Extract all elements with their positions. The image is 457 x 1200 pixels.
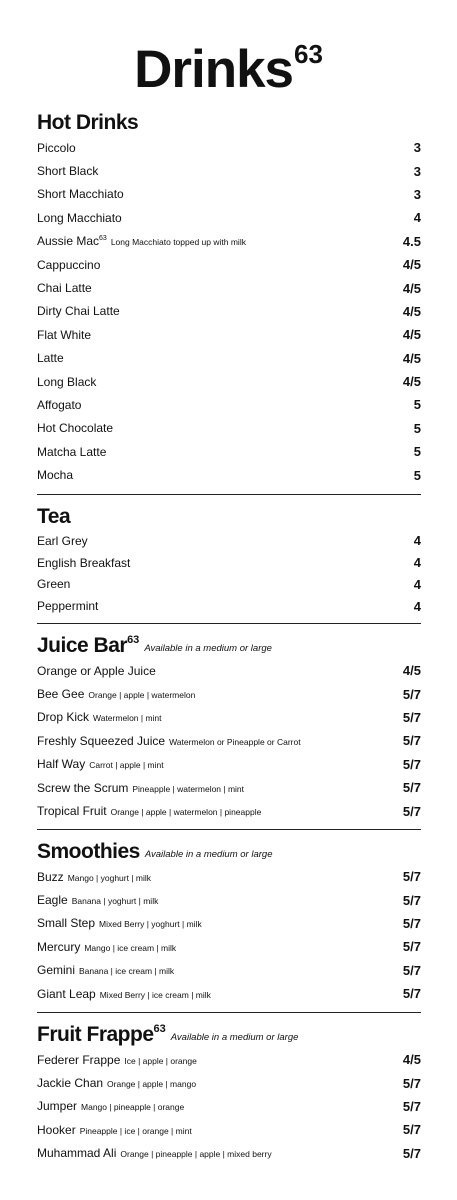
item-price: 5/7 bbox=[402, 869, 421, 885]
item-left bbox=[37, 258, 100, 272]
item-left bbox=[37, 1053, 197, 1067]
menu-item bbox=[37, 935, 421, 958]
item-price: 4 bbox=[413, 555, 421, 571]
item-left bbox=[37, 916, 202, 930]
section-title bbox=[37, 1016, 166, 1048]
item-left bbox=[37, 1123, 192, 1137]
menu-item bbox=[37, 1142, 421, 1165]
section-divider bbox=[37, 623, 421, 624]
menu-item bbox=[37, 136, 421, 159]
item-price: 5 bbox=[413, 467, 421, 483]
item-price: 5/7 bbox=[402, 892, 421, 908]
menu-item bbox=[37, 393, 421, 416]
menu-item bbox=[37, 799, 421, 822]
item-name: Peppermint bbox=[37, 599, 99, 614]
section-title-text: Juice Bar bbox=[37, 634, 128, 657]
item-name: Screw the Scrum bbox=[37, 780, 129, 795]
menu-item bbox=[37, 530, 421, 552]
item-name: Short Black bbox=[37, 164, 99, 179]
item-left bbox=[37, 781, 244, 795]
item-name: Freshly Squeezed Juice bbox=[37, 733, 166, 748]
menu-item bbox=[37, 463, 421, 486]
section-header bbox=[37, 1016, 421, 1048]
item-name: Short Macchiato bbox=[37, 187, 124, 202]
menu-title bbox=[0, 22, 457, 102]
item-name: Muhammad Ali bbox=[37, 1146, 117, 1161]
item-left bbox=[37, 940, 176, 954]
item-list bbox=[37, 659, 421, 823]
item-price: 5/7 bbox=[402, 1075, 421, 1091]
menu-item bbox=[37, 1048, 421, 1071]
item-price: 5/7 bbox=[402, 986, 421, 1002]
item-price: 5/7 bbox=[402, 686, 421, 702]
item-price: 5/7 bbox=[402, 733, 421, 749]
item-name: Piccolo bbox=[37, 140, 76, 155]
item-price: 4/5 bbox=[402, 1052, 421, 1068]
section-fruit-frappe bbox=[37, 1016, 421, 1165]
section-note: Available in a medium or large bbox=[144, 849, 273, 860]
item-name: Giant Leap bbox=[37, 986, 96, 1001]
section-tea bbox=[37, 498, 421, 617]
item-price: 5/7 bbox=[402, 915, 421, 931]
menu-item bbox=[37, 1071, 421, 1094]
item-name-sup: 63 bbox=[99, 235, 107, 243]
item-price: 4/5 bbox=[402, 350, 421, 366]
item-left bbox=[37, 281, 92, 295]
section-title-text: Smoothies bbox=[37, 840, 140, 863]
menu-item bbox=[37, 159, 421, 182]
section-note: Available in a medium or large bbox=[144, 643, 272, 654]
item-price: 4 bbox=[413, 576, 421, 592]
section-juice-bar bbox=[37, 627, 421, 823]
menu-item bbox=[37, 982, 421, 1005]
menu-item bbox=[37, 959, 421, 982]
menu-item bbox=[37, 865, 421, 888]
section-title bbox=[37, 504, 70, 530]
menu-title-text: Drinks bbox=[134, 40, 294, 99]
item-desc: Orange | apple | watermelon bbox=[88, 690, 196, 701]
item-price: 4 bbox=[413, 210, 421, 226]
menu-item bbox=[37, 276, 421, 299]
menu-item bbox=[37, 323, 421, 346]
item-price: 4/5 bbox=[402, 374, 421, 390]
menu-title-sup: 63 bbox=[294, 39, 323, 69]
item-desc: Orange | apple | mango bbox=[107, 1079, 197, 1090]
section-title bbox=[37, 627, 139, 659]
item-left bbox=[37, 734, 301, 748]
item-left bbox=[37, 664, 156, 678]
item-price: 3 bbox=[413, 163, 421, 179]
item-price: 5/7 bbox=[402, 1098, 421, 1114]
item-name: Cappuccino bbox=[37, 257, 101, 272]
item-left bbox=[37, 599, 98, 613]
item-left bbox=[37, 328, 91, 342]
item-name: Green bbox=[37, 577, 71, 592]
menu-item bbox=[37, 1118, 421, 1141]
menu-item bbox=[37, 230, 421, 253]
menu-item bbox=[37, 552, 421, 574]
section-title-sup: 63 bbox=[127, 634, 140, 646]
section-title-text: Hot Drinks bbox=[37, 111, 139, 134]
item-desc: Banana | ice cream | milk bbox=[79, 966, 175, 977]
item-left bbox=[37, 963, 174, 977]
item-desc: Mango | pineapple | orange bbox=[81, 1102, 185, 1113]
menu-item bbox=[37, 706, 421, 729]
item-desc: Ice | apple | orange bbox=[124, 1055, 197, 1066]
item-price: 5 bbox=[413, 397, 421, 413]
item-price: 5/7 bbox=[402, 756, 421, 772]
item-left bbox=[37, 375, 96, 389]
item-left bbox=[37, 351, 64, 365]
item-left bbox=[37, 556, 130, 570]
section-title bbox=[37, 839, 140, 865]
item-name: Federer Frappe bbox=[37, 1052, 121, 1067]
item-left bbox=[37, 577, 70, 591]
item-price: 4.5 bbox=[402, 233, 421, 249]
item-left bbox=[37, 1076, 196, 1090]
item-price: 4/5 bbox=[402, 257, 421, 273]
item-name: Orange or Apple Juice bbox=[37, 663, 156, 678]
section-header bbox=[37, 627, 421, 659]
section-title-sup: 63 bbox=[153, 1023, 166, 1035]
item-name-text: Aussie Mac bbox=[37, 234, 100, 249]
menu-item bbox=[37, 912, 421, 935]
item-price: 5/7 bbox=[402, 1145, 421, 1161]
item-left bbox=[37, 893, 158, 907]
item-name: Half Way bbox=[37, 757, 86, 772]
item-name: Chai Latte bbox=[37, 281, 92, 296]
item-name: Buzz bbox=[37, 869, 64, 884]
item-left bbox=[37, 987, 211, 1001]
menu-item bbox=[37, 659, 421, 682]
section-divider bbox=[37, 829, 421, 830]
section-title-text: Fruit Frappe bbox=[37, 1023, 154, 1046]
item-desc: Mixed Berry | yoghurt | milk bbox=[99, 919, 202, 930]
item-left bbox=[37, 187, 124, 201]
menu-item bbox=[37, 206, 421, 229]
menu-item bbox=[37, 1095, 421, 1118]
item-desc: Mango | yoghurt | milk bbox=[67, 872, 151, 883]
item-price: 4 bbox=[413, 598, 421, 614]
item-name: Mocha bbox=[37, 468, 74, 483]
menu-item bbox=[37, 253, 421, 276]
menu-item bbox=[37, 729, 421, 752]
item-left bbox=[37, 1146, 272, 1160]
item-name: Earl Grey bbox=[37, 533, 88, 548]
item-price: 4/5 bbox=[402, 663, 421, 679]
section-header bbox=[37, 498, 421, 530]
menu-item bbox=[37, 300, 421, 323]
section-title bbox=[37, 110, 138, 136]
item-price: 5/7 bbox=[402, 709, 421, 725]
item-list bbox=[37, 865, 421, 1005]
menu-item bbox=[37, 347, 421, 370]
item-left bbox=[37, 757, 164, 771]
item-name: Tropical Fruit bbox=[37, 804, 107, 819]
item-price: 4 bbox=[413, 533, 421, 549]
item-desc: Pineapple | watermelon | mint bbox=[132, 783, 245, 794]
item-desc: Pineapple | ice | orange | mint bbox=[79, 1125, 192, 1136]
item-price: 3 bbox=[413, 186, 421, 202]
item-name bbox=[37, 234, 107, 248]
item-desc: Orange | apple | watermelon | pineapple bbox=[110, 807, 262, 818]
item-price: 5 bbox=[413, 444, 421, 460]
item-name: Matcha Latte bbox=[37, 444, 107, 459]
item-list bbox=[37, 530, 421, 617]
item-name: Gemini bbox=[37, 963, 76, 978]
item-name: Long Macchiato bbox=[37, 210, 122, 225]
item-desc: Long Macchiato topped up with milk bbox=[110, 237, 246, 248]
menu-item bbox=[37, 183, 421, 206]
menu-item bbox=[37, 440, 421, 463]
section-note: Available in a medium or large bbox=[170, 1032, 299, 1043]
item-left bbox=[37, 1099, 184, 1113]
menu-item bbox=[37, 753, 421, 776]
section-hot-drinks bbox=[37, 104, 421, 487]
item-left bbox=[37, 534, 88, 548]
section-header bbox=[37, 104, 421, 136]
section-divider bbox=[37, 1012, 421, 1013]
item-desc: Banana | yoghurt | milk bbox=[71, 896, 159, 907]
menu-item bbox=[37, 595, 421, 617]
item-price: 5/7 bbox=[402, 939, 421, 955]
item-left bbox=[37, 804, 261, 818]
item-name: Small Step bbox=[37, 916, 96, 931]
item-left bbox=[37, 468, 73, 482]
item-name: Affogato bbox=[37, 397, 82, 412]
item-price: 5 bbox=[413, 420, 421, 436]
item-name: Drop Kick bbox=[37, 710, 90, 725]
item-desc: Orange | pineapple | apple | mixed berry bbox=[120, 1149, 272, 1160]
item-name: Jackie Chan bbox=[37, 1076, 104, 1091]
item-price: 4/5 bbox=[402, 327, 421, 343]
menu-item bbox=[37, 776, 421, 799]
item-price: 4/5 bbox=[402, 303, 421, 319]
section-title-text: Tea bbox=[37, 505, 71, 528]
item-left bbox=[37, 398, 81, 412]
item-price: 5/7 bbox=[402, 1122, 421, 1138]
item-left bbox=[37, 141, 76, 155]
item-name: Hot Chocolate bbox=[37, 421, 114, 436]
section-smoothies bbox=[37, 833, 421, 1005]
item-left bbox=[37, 211, 122, 225]
menu-item bbox=[37, 574, 421, 596]
item-left bbox=[37, 421, 113, 435]
menu-item bbox=[37, 370, 421, 393]
item-name: Flat White bbox=[37, 327, 92, 342]
item-desc: Mixed Berry | ice cream | milk bbox=[99, 989, 211, 1000]
item-name: Dirty Chai Latte bbox=[37, 304, 120, 319]
item-desc: Mango | ice cream | milk bbox=[84, 942, 177, 953]
item-left bbox=[37, 687, 195, 701]
item-name: English Breakfast bbox=[37, 555, 131, 570]
item-desc: Watermelon or Pineapple or Carrot bbox=[169, 736, 301, 747]
item-list bbox=[37, 136, 421, 487]
item-left bbox=[37, 234, 246, 248]
item-desc: Carrot | apple | mint bbox=[89, 760, 164, 771]
section-divider bbox=[37, 494, 421, 495]
item-left bbox=[37, 304, 120, 318]
menu-item bbox=[37, 888, 421, 911]
item-left bbox=[37, 164, 98, 178]
item-left bbox=[37, 870, 151, 884]
item-price: 4/5 bbox=[402, 280, 421, 296]
item-left bbox=[37, 710, 162, 724]
item-name: Bee Gee bbox=[37, 687, 85, 702]
item-name: Mercury bbox=[37, 939, 81, 954]
menu-item bbox=[37, 417, 421, 440]
item-price: 5/7 bbox=[402, 962, 421, 978]
section-header bbox=[37, 833, 421, 865]
item-price: 5/7 bbox=[402, 780, 421, 796]
item-price: 5/7 bbox=[402, 803, 421, 819]
item-name: Long Black bbox=[37, 374, 97, 389]
item-left bbox=[37, 445, 106, 459]
item-name: Hooker bbox=[37, 1122, 76, 1137]
item-list bbox=[37, 1048, 421, 1165]
item-desc: Watermelon | mint bbox=[93, 713, 162, 724]
item-price: 3 bbox=[413, 140, 421, 156]
menu-item bbox=[37, 682, 421, 705]
item-name: Eagle bbox=[37, 893, 68, 908]
item-name: Latte bbox=[37, 351, 64, 366]
item-name: Jumper bbox=[37, 1099, 78, 1114]
